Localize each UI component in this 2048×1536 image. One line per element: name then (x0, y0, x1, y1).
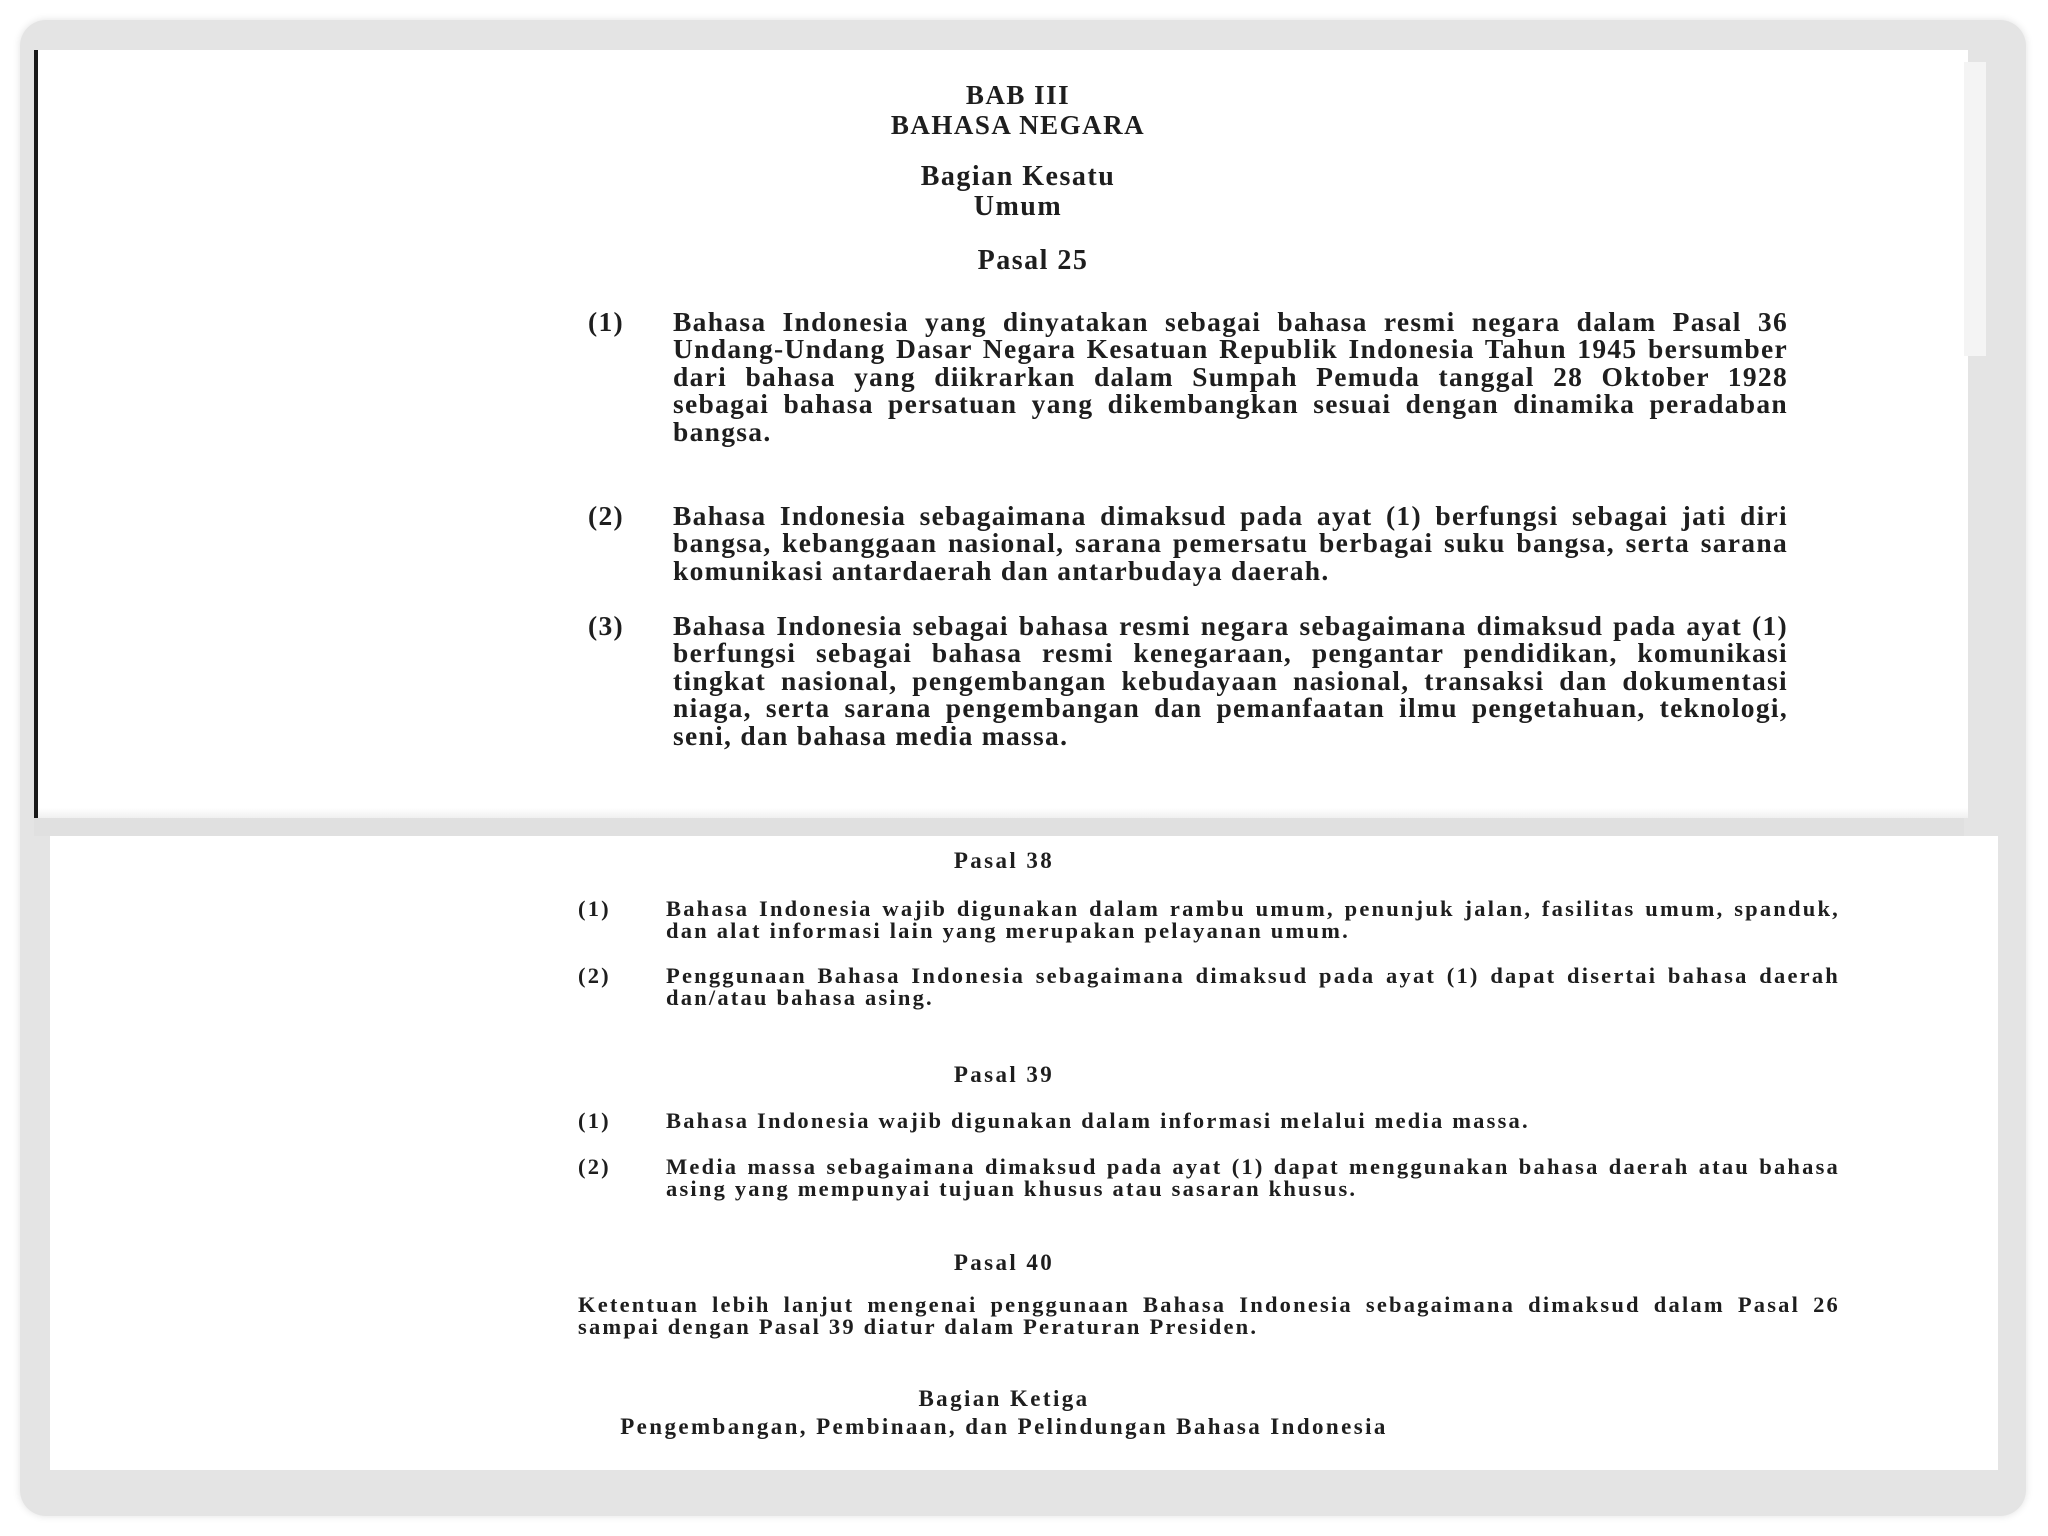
pasal-38-ayat-2 (578, 965, 1840, 1009)
ayat-number: (1) (578, 896, 611, 921)
pasal-25-ayat-2 (588, 502, 1788, 584)
ayat-number: (3) (588, 610, 624, 641)
ayat-number: (2) (588, 500, 624, 531)
section-heading (38, 162, 1968, 222)
pasal-39-ayat-2 (578, 1156, 1840, 1200)
pasal-40-title: Pasal 40 (953, 1250, 1055, 1275)
ayat-text: Penggunaan Bahasa Indonesia sebagaimana dimaksud pada ayat (1) dapat disertai bahasa daerah dan/atau bahasa asing. (666, 963, 1840, 1010)
pasal-25-title: Pasal 25 (977, 245, 1089, 276)
page-edge-shadow (1964, 62, 1986, 356)
scan-page-bottom (50, 836, 1998, 1470)
bagian-ketiga-title: Pengembangan, Pembinaan, dan Pelindungan Bahasa Indonesia (620, 1414, 1388, 1439)
ayat-text: Media massa sebagaimana dimaksud pada ayat (1) dapat menggunakan bahasa daerah atau bahasa asing yang mempunyai tujuan khusus atau sasaran khusus. (666, 1154, 1840, 1201)
ayat-text: Bahasa Indonesia sebagai bahasa resmi negara sebagaimana dimaksud pada ayat (1) berfungsi sebagai bahasa resmi kenegaraan, pengantar pendidikan, komunikasi tingkat nasional, pengembangan kebudayaan nasional, transaksi dan dokumentasi niaga, serta sarana pengembangan dan pemanfaatan ilmu pengetahuan, teknologi, seni, dan bahasa media massa. (673, 610, 1788, 751)
bagian-ketiga-label: Bagian Ketiga (918, 1386, 1090, 1411)
pasal-38-title: Pasal 38 (953, 848, 1055, 873)
pasal-38-ayat-1 (578, 898, 1840, 942)
ayat-text: Bahasa Indonesia wajib digunakan dalam rambu umum, penunjuk jalan, fasilitas umum, spanduk, dan alat informasi lain yang merupakan pelayanan umum. (666, 896, 1840, 943)
pasal-39-title: Pasal 39 (953, 1062, 1055, 1087)
ayat-text: Bahasa Indonesia wajib digunakan dalam informasi melalui media massa. (666, 1108, 1530, 1133)
pasal-40-text: Ketentuan lebih lanjut mengenai penggunaan Bahasa Indonesia sebagaimana dimaksud dalam Pasal 26 sampai dengan Pasal 39 diatur dalam Peraturan Presiden. (578, 1292, 1840, 1339)
chapter-heading (38, 80, 1968, 140)
section-label: Bagian Kesatu (920, 161, 1116, 192)
page-separator (34, 818, 1964, 836)
chapter-number: BAB III (965, 80, 1071, 110)
pasal-25-ayat-3 (588, 612, 1788, 749)
pasal-39-ayat-1 (578, 1110, 1840, 1132)
ayat-number: (1) (578, 1108, 611, 1133)
ayat-number: (2) (578, 963, 611, 988)
ayat-number: (1) (588, 306, 624, 337)
ayat-text: Bahasa Indonesia yang dinyatakan sebagai bahasa resmi negara dalam Pasal 36 Undang-Undang Dasar Negara Kesatuan Republik Indonesia Tahun 1945 bersumber dari bahasa yang diikrarkan dalam Sumpah Pemuda tanggal 28 Oktober 1928 sebagai bahasa persatuan yang dikembangkan sesuai dengan dinamika peradaban bangsa. (673, 306, 1788, 447)
section-title: Umum (973, 191, 1063, 222)
chapter-title: BAHASA NEGARA (890, 110, 1146, 140)
ayat-text: Bahasa Indonesia sebagaimana dimaksud pada ayat (1) berfungsi sebagai jati diri bangsa, kebanggaan nasional, sarana pemersatu berbagai suku bangsa, serta sarana komunikasi antardaerah dan antarbudaya daerah. (673, 500, 1788, 586)
ayat-number: (2) (578, 1154, 611, 1179)
pasal-25-ayat-1 (588, 308, 1788, 445)
scan-page-top (34, 50, 1968, 818)
page-cut-edge (38, 808, 1968, 818)
